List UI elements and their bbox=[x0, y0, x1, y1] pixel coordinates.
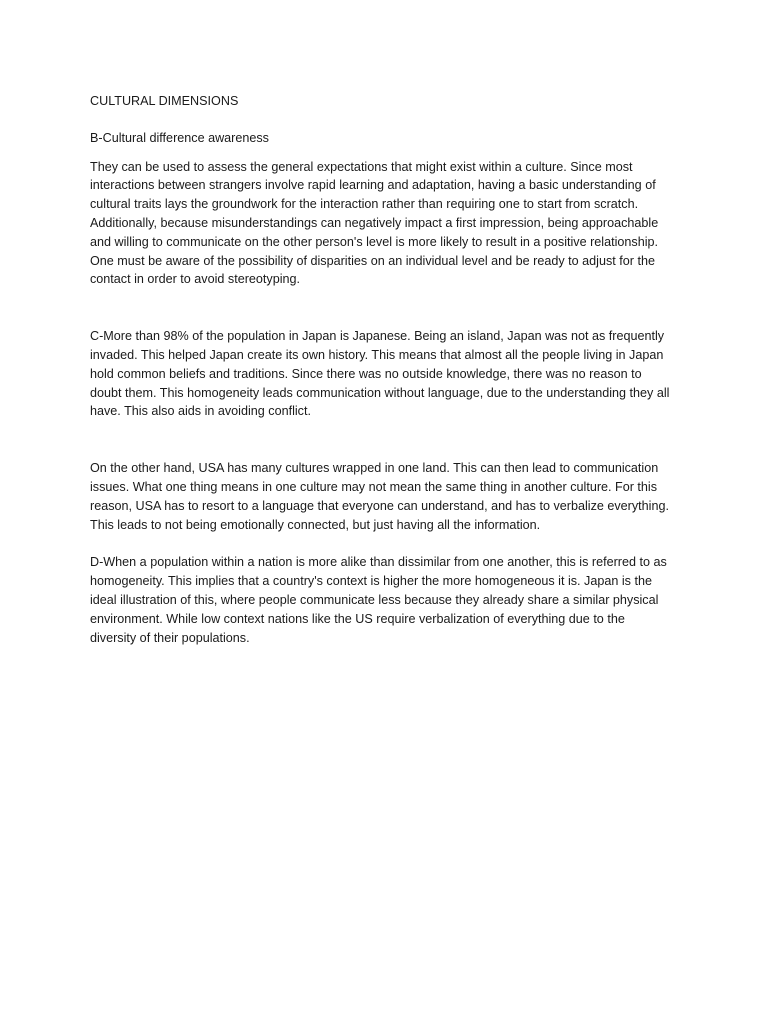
document-title: CULTURAL DIMENSIONS bbox=[90, 94, 239, 108]
paragraph-b-body: They can be used to assess the general expectations that might exist within a culture. Since most interactions between strangers involve rapid learning and adaptation, having a basic understanding of cultural traits lays the groundwork for the interaction rather than requiring one to start from scratch. Additionally, because misunderstandings can negatively impact a first impression, being approachable and willing to communicate on the other person's level is more likely to result in a positive relationship. One must be aware of the possibility of disparities on an individual level and be ready to adjust for the contact in order to avoid stereotyping. bbox=[90, 159, 659, 287]
section-b-heading: B-Cultural difference awareness bbox=[90, 130, 269, 145]
paragraph-c-usa: On the other hand, USA has many cultures wrapped in one land. This can then lead to communication issues. What one thing means in one culture may not mean the same thing in another culture. For this reason, USA has to resort to a language that everyone can understand, and has to verbalize everything. This leads to not being emotionally connected, but just having all the information. bbox=[90, 461, 669, 532]
paragraph-c-japan: C-More than 98% of the population in Japan is Japanese. Being an island, Japan was not as frequently invaded. This helped Japan create its own history. This means that almost all the people living in Japan hold common beliefs and traditions. Since there was no outside knowledge, there was no reason to doubt them. This homogeneity leads communication without language, due to the understanding they all have. This also aids in avoiding conflict. bbox=[90, 329, 670, 419]
paragraph-d-homogeneity: D-When a population within a nation is more alike than dissimilar from one another, this is referred to as homogeneity. This implies that a country's context is higher the more homogeneous it is. Japan is the ideal illustration of this, where people communicate less because they already share a similar physical environment. While low context nations like the US require verbalization of everything due to the diversity of their populations. bbox=[90, 555, 667, 645]
